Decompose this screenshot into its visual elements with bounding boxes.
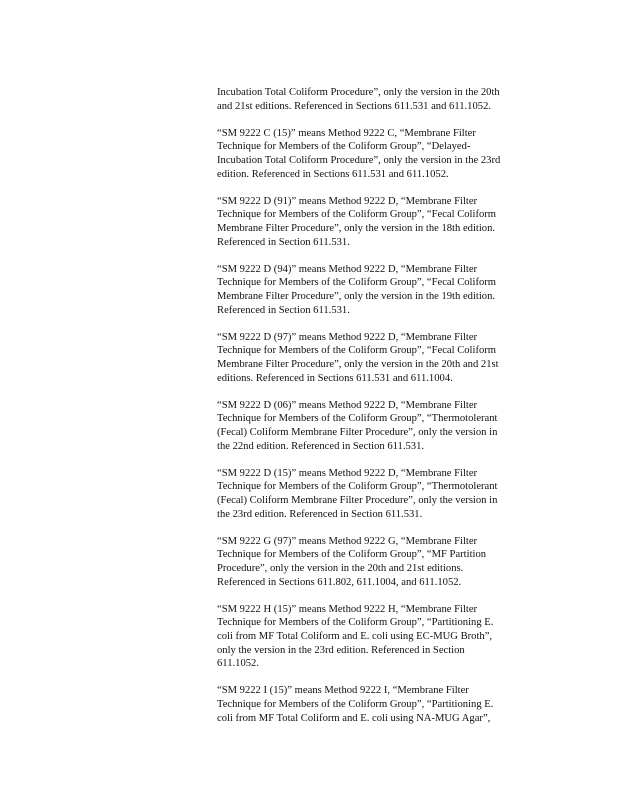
text-line: coli from MF Total Coliform and E. coli using EC-MUG Broth”, <box>217 631 493 642</box>
text-line: “SM 9222 D (91)” means Method 9222 D, “Membrane Filter <box>217 195 478 207</box>
text-line: Incubation Total Coliform Procedure”, only the version in the 20th <box>217 87 500 98</box>
text-line: (Fecal) Coliform Membrane Filter Procedure”, only the version in <box>217 427 498 438</box>
text-line: Technique for Members of the Coliform Group”, “MF Partition <box>217 549 487 561</box>
text-line: editions. Referenced in Sections 611.531 and 611.1004. <box>217 372 453 384</box>
text-line: edition. Referenced in Sections 611.531 and 611.1052. <box>217 168 449 180</box>
text-line: “SM 9222 G (97)” means Method 9222 G, “Membrane Filter <box>217 535 478 547</box>
text-line: only the version in the 23rd edition. Referenced in Section <box>217 644 465 656</box>
paragraph-9 <box>217 603 543 672</box>
text-line: “SM 9222 D (94)” means Method 9222 D, “Membrane Filter <box>217 263 478 275</box>
text-line: “SM 9222 D (06)” means Method 9222 D, “Membrane Filter <box>217 399 478 411</box>
text-line: “SM 9222 H (15)” means Method 9222 H, “Membrane Filter <box>217 603 478 615</box>
text-line: Membrane Filter Procedure”, only the version in the 18th edition. <box>217 223 496 234</box>
text-line: Incubation Total Coliform Procedure”, only the version in the 23rd <box>217 155 501 166</box>
text-line: Referenced in Section 611.531. <box>217 236 350 248</box>
text-line: Technique for Members of the Coliform Group”, “Fecal Coliform <box>217 209 497 221</box>
text-line: coli from MF Total Coliform and E. coli using NA-MUG Agar”, <box>217 712 491 724</box>
text-line: Membrane Filter Procedure”, only the version in the 19th edition. <box>217 291 496 302</box>
text-line: Procedure”, only the version in the 20th and 21st editions. <box>217 563 464 574</box>
paragraph-7 <box>217 467 543 522</box>
text-line: and 21st editions. Referenced in Sections 611.531 and 611.1052. <box>217 100 492 112</box>
text-line: the 23rd edition. Referenced in Section 611.531. <box>217 508 423 520</box>
text-line: “SM 9222 D (97)” means Method 9222 D, “Membrane Filter <box>217 331 478 343</box>
paragraph-4 <box>217 263 543 318</box>
text-line: Technique for Members of the Coliform Group”, “Thermotolerant <box>217 413 498 425</box>
paragraph-2 <box>217 127 543 182</box>
text-line: 611.1052. <box>217 658 259 670</box>
text-line: Technique for Members of the Coliform Group”, “Fecal Coliform <box>217 277 497 289</box>
text-line: (Fecal) Coliform Membrane Filter Procedure”, only the version in <box>217 495 498 506</box>
text-line: Membrane Filter Procedure”, only the version in the 20th and 21st <box>217 359 499 370</box>
paragraph-8 <box>217 535 543 590</box>
paragraph-5 <box>217 331 543 386</box>
text-line: Technique for Members of the Coliform Group”, “Delayed- <box>217 141 471 153</box>
paragraph-10 <box>217 684 543 725</box>
text-line: Technique for Members of the Coliform Group”, “Thermotolerant <box>217 481 498 493</box>
text-line: Technique for Members of the Coliform Group”, “Fecal Coliform <box>217 345 497 357</box>
text-line: “SM 9222 D (15)” means Method 9222 D, “Membrane Filter <box>217 467 478 479</box>
text-line: Technique for Members of the Coliform Group”, “Partitioning E. <box>217 617 494 629</box>
text-line: “SM 9222 I (15)” means Method 9222 I, “Membrane Filter <box>217 685 469 697</box>
text-line: “SM 9222 C (15)” means Method 9222 C, “Membrane Filter <box>217 127 476 139</box>
paragraph-1 <box>217 86 543 113</box>
document-body <box>217 86 543 739</box>
text-line: Referenced in Section 611.531. <box>217 304 350 316</box>
paragraph-6 <box>217 399 543 454</box>
paragraph-3 <box>217 195 543 250</box>
text-line: Technique for Members of the Coliform Group”, “Partitioning E. <box>217 699 494 710</box>
text-line: the 22nd edition. Referenced in Section 611.531. <box>217 440 425 452</box>
text-line: Referenced in Sections 611.802, 611.1004, and 611.1052. <box>217 576 462 588</box>
